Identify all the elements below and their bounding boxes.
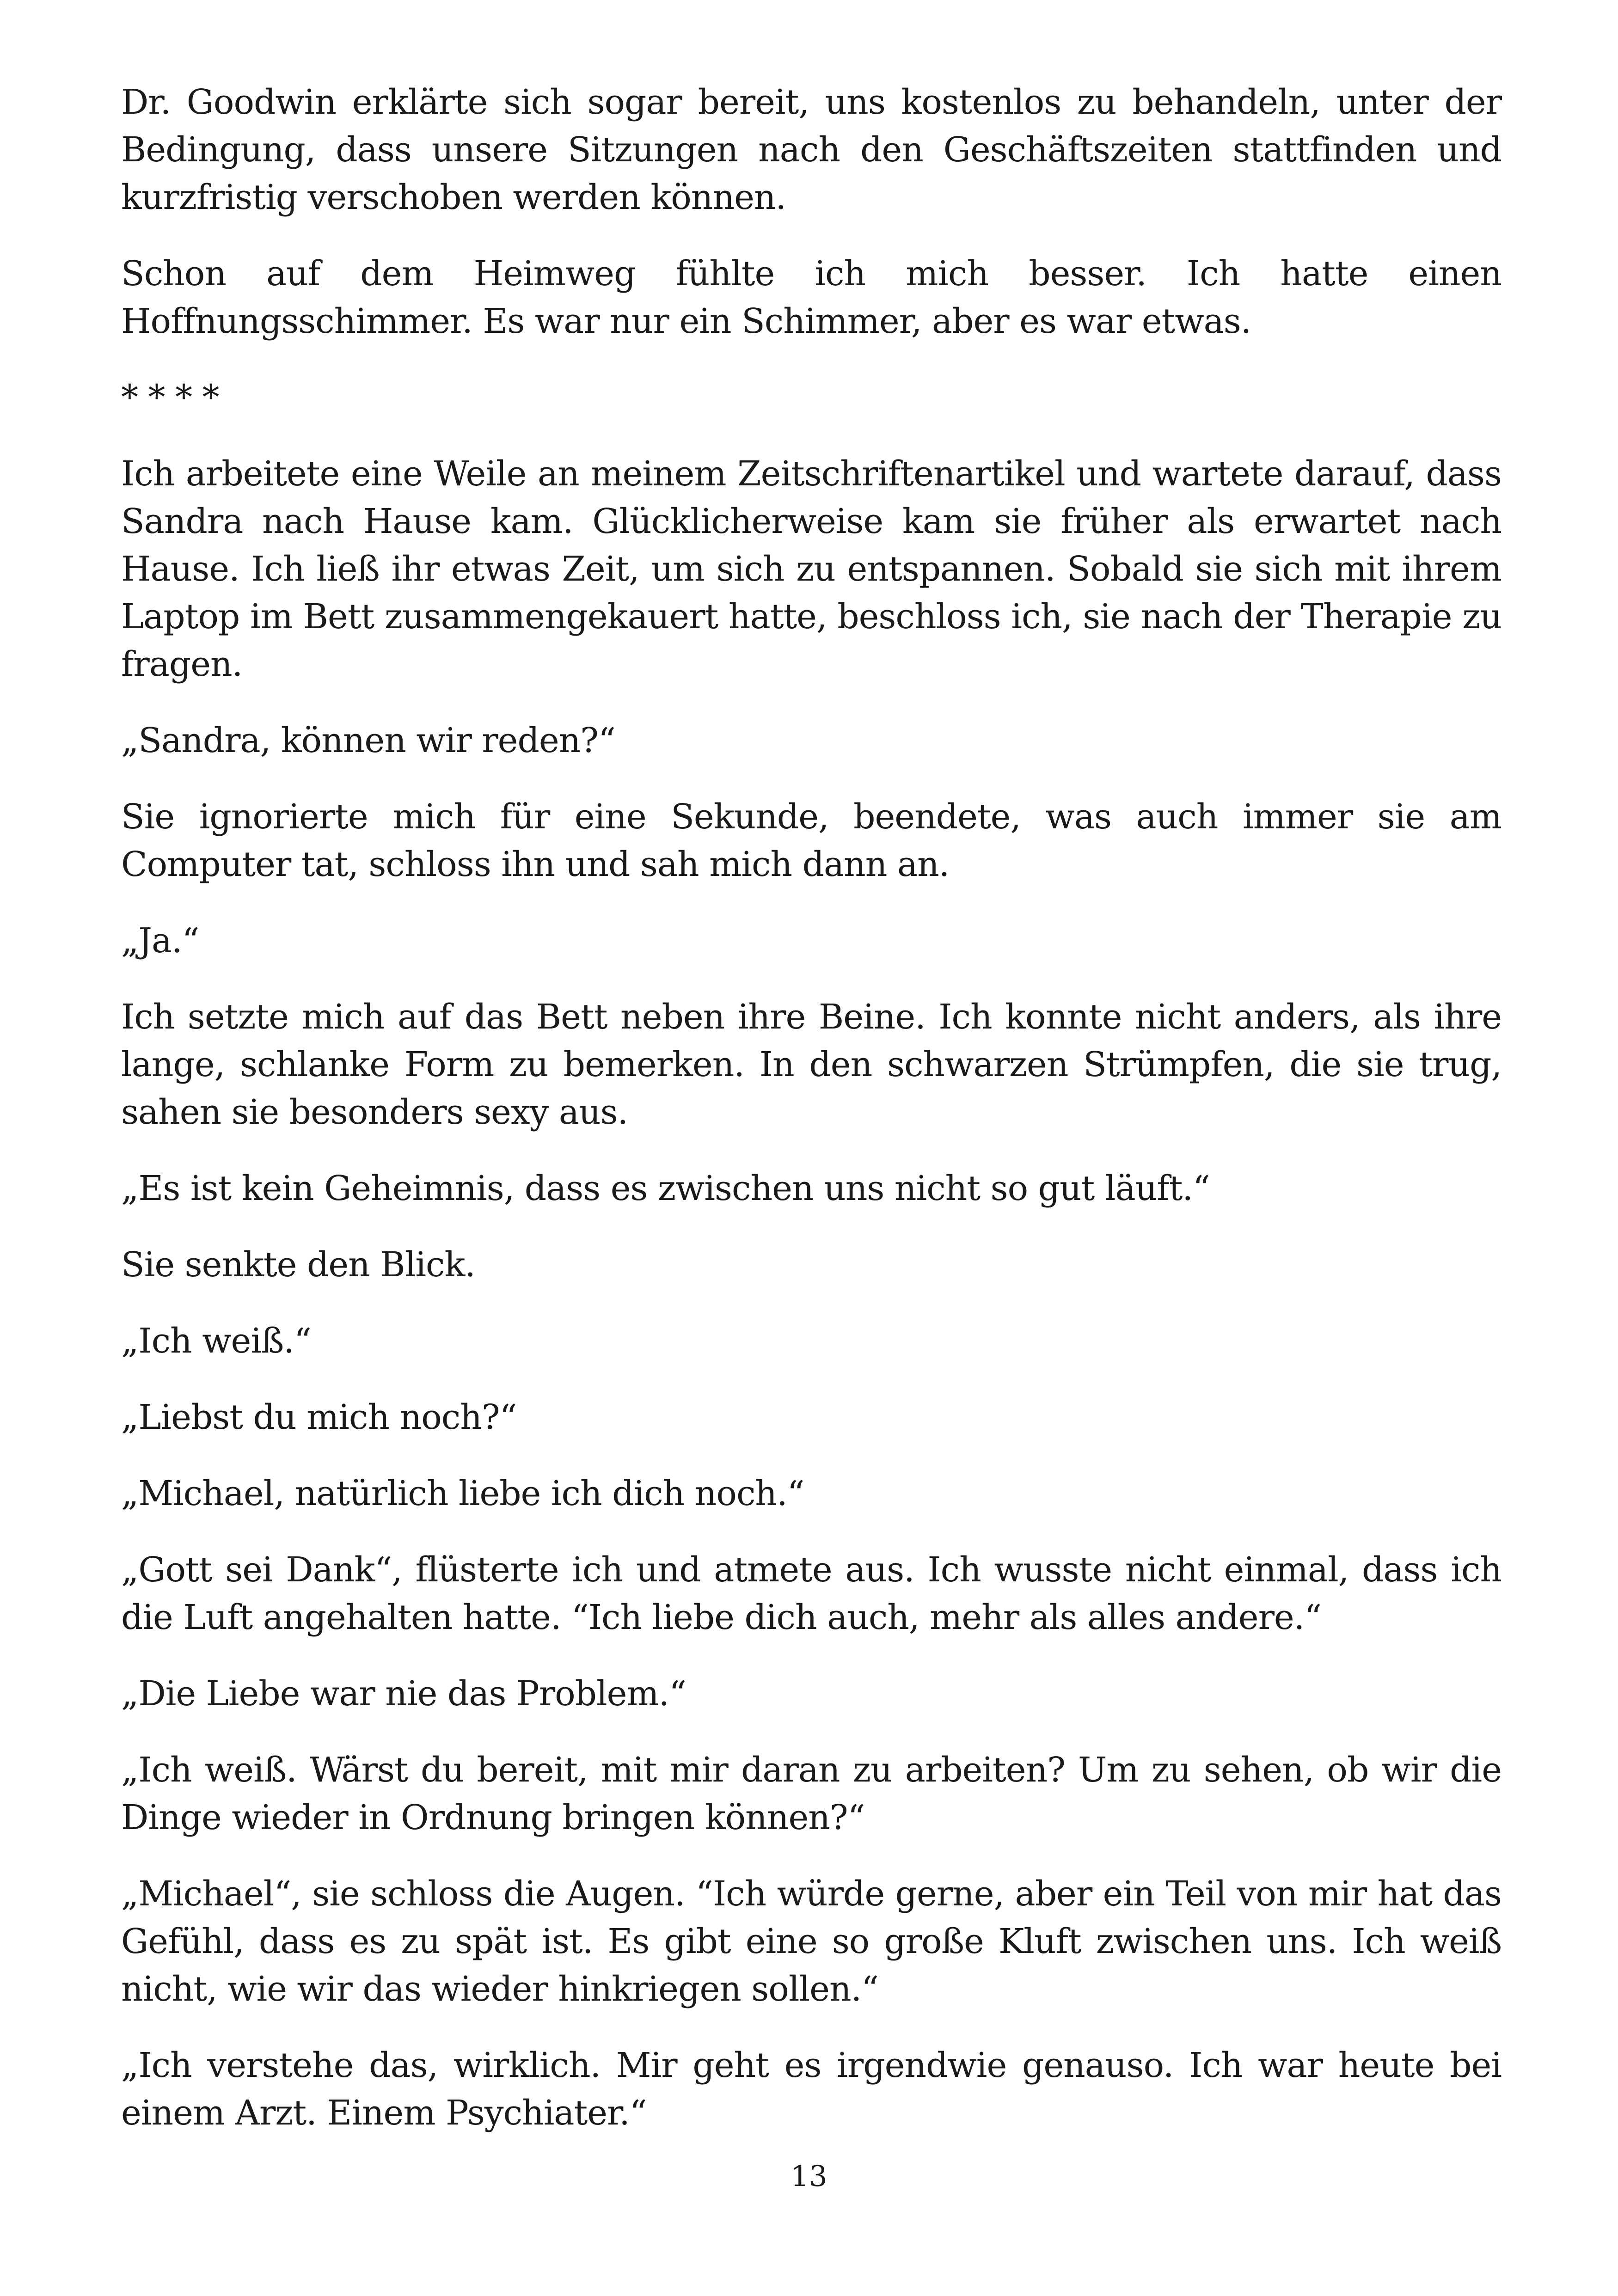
dialogue-line: „Michael, natürlich liebe ich dich noch.“ [121,1474,804,1513]
paragraph: Schon auf dem Heimweg fühlte ich mich besser. Ich hatte einen Hoffnungsschimmer. Es war nur ein Schimmer, aber es war etwas. [121,254,1502,341]
page-body [121,79,1502,2166]
dialogue-line: „Es ist kein Geheimnis, dass es zwischen uns nicht so gut läuft.“ [121,1169,1210,1208]
dialogue-paragraph: „Gott sei Dank“, flüsterte ich und atmete aus. Ich wusste nicht einmal, dass ich die Luft angehalten hatte. “Ich liebe dich auch, mehr als alles andere.“ [121,1550,1502,1637]
paragraph: Dr. Goodwin erklärte sich sogar bereit, uns kostenlos zu behandeln, unter der Bedingung, dass unsere Sitzungen nach den Geschäftszeiten stattfinden und kurzfristig verschoben werden können. [121,82,1502,217]
page-number: 13 [791,2159,827,2193]
dialogue-line: „Die Liebe war nie das Problem.“ [121,1674,686,1714]
paragraph: Ich setzte mich auf das Bett neben ihre Beine. Ich konnte nicht anders, als ihre lange, schlanke Form zu bemerken. In den schwarzen Strümpfen, die sie trug, sahen sie besonders sexy aus. [121,997,1502,1132]
dialogue-line: „Ja.“ [121,921,199,961]
dialogue-line: „Ich weiß.“ [121,1321,311,1361]
scene-break: * * * * [121,378,219,417]
paragraph: Ich arbeitete eine Weile an meinem Zeitschriftenartikel und wartete darauf, dass Sandra nach Hause kam. Glücklicherweise kam sie früher als erwartet nach Hause. Ich ließ ihr etwas Zeit, um sich zu entspannen. Sobald sie sich mit ihrem Laptop im Bett zusammengekauert hatte, beschloss ich, sie nach der Therapie zu fragen. [121,454,1502,684]
dialogue-paragraph: „Michael“, sie schloss die Augen. “Ich würde gerne, aber ein Teil von mir hat das Gefühl, dass es zu spät ist. Es gibt eine so große Kluft zwischen uns. Ich weiß nicht, wie wir das wieder hinkriegen sollen.“ [121,1874,1502,2009]
dialogue-line: „Liebst du mich noch?“ [121,1397,517,1437]
dialogue-line: „Sandra, können wir reden?“ [121,721,615,760]
dialogue-paragraph: „Ich verstehe das, wirklich. Mir geht es irgendwie genauso. Ich war heute bei einem Arzt. Einem Psychiater.“ [121,2045,1502,2133]
paragraph: Sie senkte den Blick. [121,1245,475,1285]
dialogue-paragraph: „Ich weiß. Wärst du bereit, mit mir daran zu arbeiten? Um zu sehen, ob wir die Dinge wieder in Ordnung bringen können?“ [121,1750,1502,1837]
paragraph: Sie ignorierte mich für eine Sekunde, beendete, was auch immer sie am Computer tat, schloss ihn und sah mich dann an. [121,797,1502,884]
